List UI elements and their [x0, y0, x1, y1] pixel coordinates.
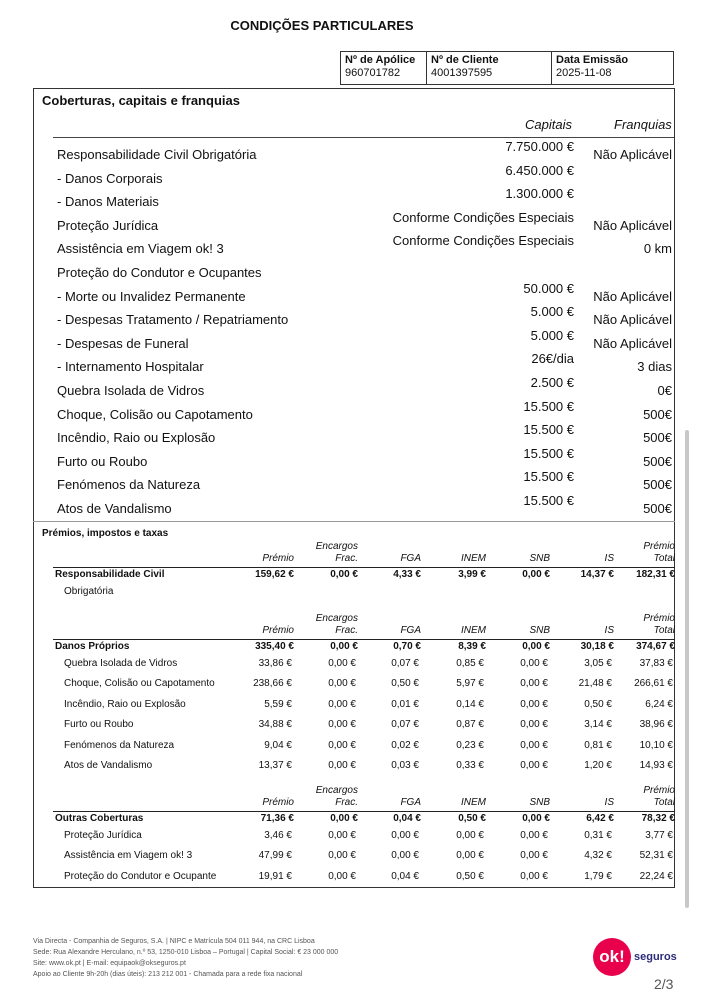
premium-col-header-fga: FGA	[400, 553, 421, 564]
premium-col-header-fga: FGA	[400, 797, 421, 808]
premium-col-header-encargos-line2: Frac.	[335, 553, 358, 564]
premium-col-header-is: IS	[604, 797, 614, 808]
premium-col-header-fga: FGA	[400, 625, 421, 636]
coverage-capital: 15.500 €	[523, 398, 574, 414]
premium-group-value-snb: 0,00 €	[522, 569, 550, 580]
coverage-franchise: Não Aplicável	[593, 217, 672, 233]
premium-col-header-snb: SNB	[529, 625, 550, 636]
premium-row-value-snb: 0,00 €	[520, 870, 548, 882]
premium-group-name-line2: Obrigatória	[64, 586, 114, 597]
premium-row-value-inem: 0,87 €	[456, 719, 484, 731]
coverage-row	[57, 493, 672, 519]
coverage-row	[57, 351, 672, 377]
premium-row-value-is: 1,20 €	[584, 760, 612, 771]
footer-line-3: Site: www.ok.pt | E-mail: equipaok@okseguros.pt	[33, 960, 186, 967]
policy-number-value: 960701782	[345, 67, 401, 79]
coverage-label: - Despesas de Funeral	[57, 335, 189, 351]
premium-row-value-is: 4,32 €	[584, 850, 612, 862]
premium-col-header-total-line1: Prémio	[643, 541, 675, 552]
premium-row-value-is: 21,48 €	[578, 678, 612, 690]
coverage-row	[57, 263, 672, 283]
premium-group-name: Danos Próprios	[55, 641, 130, 652]
premium-row-value-snb: 0,00 €	[520, 698, 548, 710]
coverage-label: Proteção do Condutor e Ocupantes	[57, 265, 262, 280]
coverage-capital: 5.000 €	[530, 327, 574, 343]
premium-row-label: Assistência em Viagem ok! 3	[64, 850, 193, 862]
coverage-label: - Despesas Tratamento / Repatriamento	[57, 312, 289, 328]
coverage-capital: 26€/dia	[531, 351, 574, 367]
premium-col-header-premio: Prémio	[262, 625, 294, 636]
premium-row-value-fga: 0,50 €	[391, 678, 419, 690]
premium-row-value-encargos: 0,00 €	[328, 739, 356, 751]
premium-group-value-is: 6,42 €	[586, 813, 614, 824]
premium-row-value-premio: 13,37 €	[258, 760, 292, 771]
premium-row-value-fga: 0,03 €	[391, 760, 419, 771]
coverage-label: Quebra Isolada de Vidros	[57, 383, 205, 398]
coverage-franchise: 0 km	[643, 241, 672, 257]
coverage-label: - Morte ou Invalidez Permanente	[57, 288, 246, 304]
premium-group-value-total: 374,67 €	[636, 641, 675, 652]
policy-number-label: Nº de Apólice	[345, 54, 416, 66]
coverage-franchise: Não Aplicável	[593, 288, 672, 304]
coverage-franchise: 0€	[657, 383, 672, 398]
premium-group-value-fga: 4,33 €	[393, 569, 421, 580]
premium-row-value-fga: 0,02 €	[391, 739, 419, 751]
premium-row-value-fga: 0,01 €	[391, 698, 419, 710]
premium-group-value-encargos: 0,00 €	[330, 569, 358, 580]
premium-col-header-encargos-line2: Frac.	[335, 797, 358, 808]
premium-row-value-snb: 0,00 €	[520, 830, 548, 841]
premium-row-value-encargos: 0,00 €	[328, 698, 356, 710]
premium-row-value-premio: 5,59 €	[264, 698, 292, 710]
premium-row-value-inem: 0,33 €	[456, 760, 484, 771]
premium-col-header-total-line2: Total	[653, 797, 675, 808]
footer-line-4: Apoio ao Cliente 9h-20h (dias úteis): 213 212 001 - Chamada para a rede fixa nacional	[33, 971, 303, 978]
premium-col-header-encargos-line1: Encargos	[315, 613, 358, 624]
company-footer	[33, 936, 338, 980]
premium-col-header-encargos-line1: Encargos	[315, 785, 358, 796]
premium-row-value-encargos: 0,00 €	[328, 830, 356, 841]
premium-row-value-premio: 9,04 €	[264, 739, 292, 751]
premium-group-name: Responsabilidade Civil	[55, 569, 165, 580]
coverage-franchise: Não Aplicável	[593, 312, 672, 328]
premium-row-value-is: 1,79 €	[584, 870, 612, 882]
premium-row-value-total: 37,83 €	[639, 658, 673, 669]
coverage-franchise: 500€	[643, 453, 672, 469]
premium-group-value-snb: 0,00 €	[522, 641, 550, 652]
premium-row-value-total: 38,96 €	[639, 719, 673, 731]
premium-col-header-is: IS	[604, 553, 614, 564]
coverage-capital: 15.500 €	[523, 445, 574, 461]
coverage-row	[57, 280, 672, 307]
premium-row-value-inem: 0,23 €	[456, 739, 484, 751]
premium-row-value-premio: 47,99 €	[258, 850, 292, 862]
premium-row-value-snb: 0,00 €	[520, 678, 548, 690]
premium-col-header-encargos-line2: Frac.	[335, 625, 358, 636]
premium-row-value-inem: 5,97 €	[456, 678, 484, 690]
coverage-row	[57, 375, 672, 401]
premium-row-value-inem: 0,50 €	[456, 870, 484, 882]
premium-col-header-inem: INEM	[461, 797, 486, 808]
premium-group-value-is: 30,18 €	[580, 641, 614, 652]
coverage-capital: 1.300.000 €	[505, 186, 574, 202]
section-divider	[33, 521, 675, 522]
coverage-label: Responsabilidade Civil Obrigatória	[57, 147, 257, 162]
coverage-franchise: Não Aplicável	[593, 335, 672, 351]
issue-date-label: Data Emissão	[556, 54, 629, 66]
coverage-franchise: 3 dias	[637, 359, 672, 375]
premium-row-value-total: 14,93 €	[639, 760, 673, 771]
coverage-capital: 6.450.000 €	[505, 162, 574, 178]
premium-row-label: Quebra Isolada de Vidros	[64, 658, 178, 669]
coverage-label: Atos de Vandalismo	[57, 501, 172, 516]
issue-date-cell	[552, 52, 673, 84]
premium-row-value-fga: 0,07 €	[391, 719, 419, 731]
coverage-franchise: 500€	[643, 406, 672, 422]
premium-row-value-premio: 238,66 €	[253, 678, 292, 690]
premium-col-header-is: IS	[604, 625, 614, 636]
premium-row-value-snb: 0,00 €	[520, 739, 548, 751]
premium-row-value-total: 266,61 €	[634, 678, 673, 690]
premium-group-value-encargos: 0,00 €	[330, 813, 358, 824]
premium-group-value-total: 182,31 €	[636, 569, 675, 580]
coverage-capital: 50.000 €	[523, 280, 574, 296]
premium-row-value-encargos: 0,00 €	[328, 678, 356, 690]
policy-header-table	[340, 51, 674, 85]
premium-col-header-encargos-line1: Encargos	[315, 541, 358, 552]
premium-row-value-total: 10,10 €	[639, 739, 673, 751]
coverage-row	[57, 139, 672, 165]
premium-group-value-snb: 0,00 €	[522, 813, 550, 824]
page-number: 2/3	[654, 976, 674, 992]
coverage-label: - Danos Materiais	[57, 194, 159, 210]
premium-group-rule	[53, 811, 675, 812]
premium-row-label: Furto ou Roubo	[64, 719, 134, 731]
coverage-row	[57, 233, 672, 259]
ok-logo-icon: ok!	[593, 938, 631, 976]
coverage-franchise: Não Aplicável	[593, 147, 672, 162]
premium-col-header-total-line2: Total	[653, 553, 675, 564]
premium-row-value-total: 22,24 €	[639, 870, 673, 882]
premium-col-header-snb: SNB	[529, 553, 550, 564]
premium-row-value-encargos: 0,00 €	[328, 850, 356, 862]
premium-col-header-premio: Prémio	[262, 553, 294, 564]
coverage-label: - Internamento Hospitalar	[57, 359, 204, 375]
premium-row-value-encargos: 0,00 €	[328, 760, 356, 771]
coverage-capital: 15.500 €	[523, 422, 574, 438]
premium-row-label: Incêndio, Raio ou Explosão	[64, 698, 186, 710]
premium-row-value-inem: 0,00 €	[456, 850, 484, 862]
premium-row-value-inem: 0,85 €	[456, 658, 484, 669]
premium-row-label: Proteção do Condutor e Ocupante	[64, 870, 217, 882]
coverage-row	[57, 445, 672, 472]
coverage-capital: 15.500 €	[523, 469, 574, 485]
premium-group-name: Outras Coberturas	[55, 813, 144, 824]
premium-group-value-fga: 0,04 €	[393, 813, 421, 824]
premium-row-label: Atos de Vandalismo	[64, 760, 153, 771]
coverage-capital: Conforme Condições Especiais	[392, 233, 574, 249]
premium-group-value-premio: 71,36 €	[260, 813, 294, 824]
premium-group-rule	[53, 639, 675, 640]
coverage-row	[57, 398, 672, 425]
coverage-row	[57, 304, 672, 330]
coverage-label: - Danos Corporais	[57, 170, 163, 186]
premium-row-value-encargos: 0,00 €	[328, 870, 356, 882]
premium-row-value-inem: 0,00 €	[456, 830, 484, 841]
premium-col-header-total-line1: Prémio	[643, 613, 675, 624]
coverages-header-rule	[53, 137, 674, 138]
premium-row-value-is: 0,50 €	[584, 698, 612, 710]
premium-row-value-premio: 34,88 €	[258, 719, 292, 731]
coverage-row	[57, 422, 672, 448]
premium-group-value-inem: 8,39 €	[458, 641, 486, 652]
premium-row-label: Fenómenos da Natureza	[64, 739, 175, 751]
premium-row-value-fga: 0,04 €	[391, 870, 419, 882]
premium-row-value-snb: 0,00 €	[520, 760, 548, 771]
coverage-label: Assistência em Viagem ok! 3	[57, 241, 224, 257]
coverage-row	[57, 469, 672, 495]
premium-group-value-total: 78,32 €	[641, 813, 675, 824]
premium-group-value-premio: 159,62 €	[255, 569, 294, 580]
coverage-row	[57, 162, 672, 189]
premium-col-header-inem: INEM	[461, 553, 486, 564]
premium-row-value-premio: 33,86 €	[258, 658, 292, 669]
premium-row-value-is: 0,81 €	[584, 739, 612, 751]
footer-line-2: Sede: Rua Alexandre Herculano, n.º 53, 1250-010 Lisboa – Portugal | Capital Social: € 23 000 000	[33, 949, 339, 956]
premium-row-value-premio: 19,91 €	[258, 870, 292, 882]
coverage-capital: 7.750.000 €	[505, 139, 574, 154]
coverage-franchise: 500€	[643, 501, 672, 516]
coverage-label: Proteção Jurídica	[57, 217, 159, 233]
premium-group-rule	[53, 567, 675, 568]
premium-row-value-is: 0,31 €	[584, 830, 612, 841]
premium-row-value-total: 6,24 €	[645, 698, 673, 710]
coverages-title: Coberturas, capitais e franquias	[42, 93, 240, 108]
coverage-row	[57, 209, 672, 236]
premium-row-value-fga: 0,00 €	[391, 850, 419, 862]
premium-row-value-encargos: 0,00 €	[328, 719, 356, 731]
premium-row-value-encargos: 0,00 €	[328, 658, 356, 669]
premium-col-header-total-line1: Prémio	[643, 785, 675, 796]
client-number-value: 4001397595	[431, 67, 493, 79]
premium-col-header-total-line2: Total	[653, 625, 675, 636]
premium-group-value-fga: 0,70 €	[393, 641, 421, 652]
coverage-capital: 2.500 €	[530, 375, 574, 390]
premium-row-label: Proteção Jurídica	[64, 830, 142, 841]
issue-date-value: 2025-11-08	[556, 67, 612, 79]
premium-group-value-inem: 3,99 €	[458, 569, 486, 580]
premium-group-value-is: 14,37 €	[580, 569, 614, 580]
premium-group-value-premio: 335,40 €	[255, 641, 294, 652]
premium-row-value-inem: 0,14 €	[456, 698, 484, 710]
coverage-label: Fenómenos da Natureza	[57, 477, 201, 493]
coverage-capital: Conforme Condições Especiais	[392, 209, 574, 225]
premium-row-value-snb: 0,00 €	[520, 658, 548, 669]
coverage-row	[57, 186, 672, 212]
coverage-franchise: 500€	[643, 430, 672, 446]
document-title: CONDIÇÕES PARTICULARES	[230, 18, 414, 33]
policy-number-cell	[341, 52, 427, 84]
coverage-label: Incêndio, Raio ou Explosão	[57, 430, 216, 446]
premium-row-value-is: 3,14 €	[584, 719, 612, 731]
premium-row-value-snb: 0,00 €	[520, 719, 548, 731]
coverage-label: Choque, Colisão ou Capotamento	[57, 406, 253, 422]
scrollbar[interactable]	[685, 430, 689, 908]
premium-row-value-total: 3,77 €	[645, 830, 673, 841]
premium-row-value-snb: 0,00 €	[520, 850, 548, 862]
capital-column-header: Capitais	[525, 117, 572, 132]
premium-row-value-is: 3,05 €	[584, 658, 612, 669]
premium-col-header-inem: INEM	[461, 625, 486, 636]
client-number-label: Nº de Cliente	[431, 54, 499, 66]
premium-row-value-fga: 0,07 €	[391, 658, 419, 669]
premium-group-value-encargos: 0,00 €	[330, 641, 358, 652]
coverage-row	[57, 327, 672, 354]
premium-col-header-premio: Prémio	[262, 797, 294, 808]
client-number-cell	[427, 52, 552, 84]
premiums-title: Prémios, impostos e taxas	[42, 528, 169, 539]
premium-col-header-snb: SNB	[529, 797, 550, 808]
coverage-capital: 15.500 €	[523, 493, 574, 508]
premium-group-value-inem: 0,50 €	[458, 813, 486, 824]
logo-text: seguros	[634, 951, 677, 963]
footer-line-1: Via Directa - Companhia de Seguros, S.A. | NIPC e Matrícula 504 011 944, na CRC Lisboa	[33, 938, 315, 945]
premium-row-value-premio: 3,46 €	[264, 830, 292, 841]
premium-row-value-total: 52,31 €	[639, 850, 673, 862]
coverage-franchise: 500€	[643, 477, 672, 493]
coverage-capital: 5.000 €	[530, 304, 574, 320]
premium-row-value-fga: 0,00 €	[391, 830, 419, 841]
premium-row-label: Choque, Colisão ou Capotamento	[64, 678, 215, 690]
franchise-column-header: Franquias	[614, 117, 672, 132]
coverage-label: Furto ou Roubo	[57, 453, 148, 469]
